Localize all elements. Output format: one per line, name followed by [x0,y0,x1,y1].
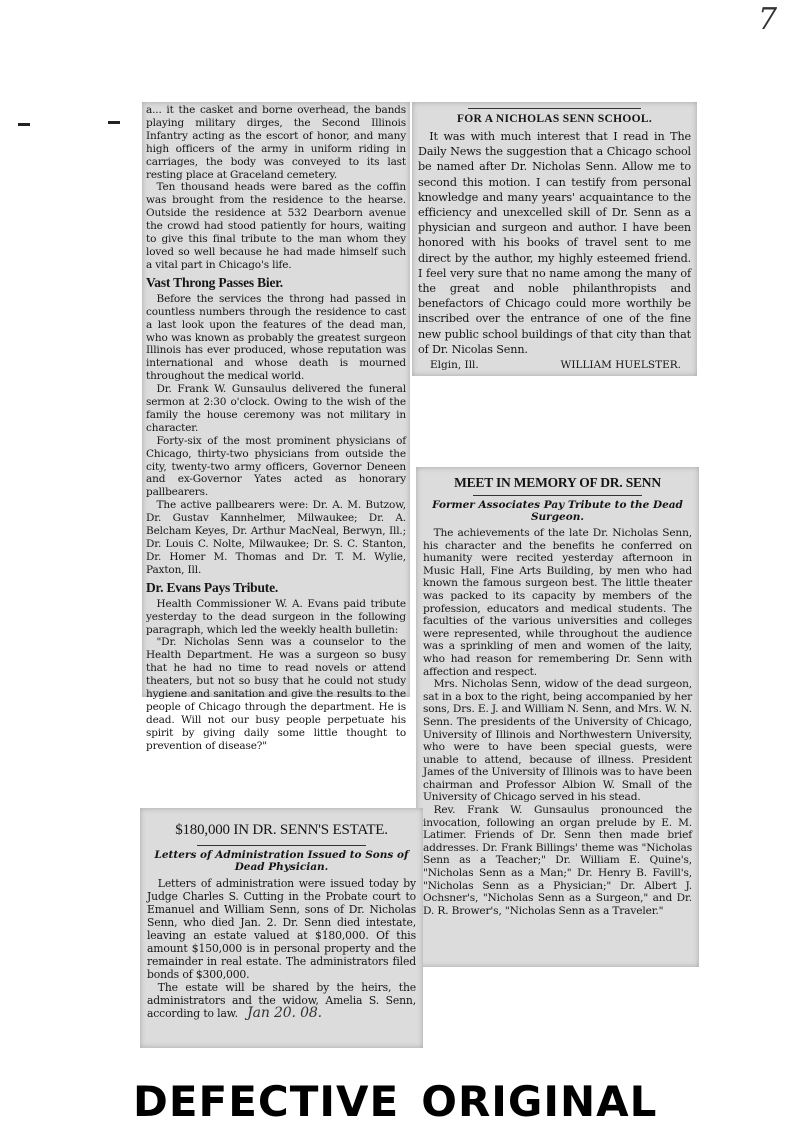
memory-headline: MEET IN MEMORY OF DR. SENN [454,475,661,490]
estate-paragraph: Letters of administration were issued today by Judge Charles S. Cutting in the Probate court to Emanuel and William Senn, sons of Dr. Nicholas Senn, who died Jan. 2. Dr. Senn died intestate, leaving an estate valued at $180,000. Of this amount $150,000 is in personal property and the remainder in real estate. The administrators filed bonds of $300,000. [147,877,416,981]
funeral-paragraph: Before the services the throng had passed in countless numbers through the residence to cast a last look upon the features of the dead man, who was known as probably the greatest surgeon Illinois has ever produced, whose reputation was international and whose death is mourned throughout the medical world. [146,292,406,383]
clipping-estate [140,808,423,1048]
clipping-school-letter [412,102,697,376]
letter-author: WILLIAM HUELSTER. [560,359,681,372]
funeral-paragraph: Forty-six of the most prominent physicians of Chicago, thirty-two physicians from outside the city, twenty-two army officers, Governor Deneen and ex-Governor Yates acted as honorary pallbearers. [146,434,406,499]
estate-closing-text: The estate will be shared by the heirs, the administrators and the widow, Amelia S. Senn, according to law. [147,981,416,1020]
defective-original-stamp [133,1074,663,1129]
headline-rule [473,495,642,496]
funeral-paragraph: "Dr. Nicholas Senn was a counselor to the Health Department. He was a surgeon so busy that he had no time to read novels or attend theaters, but not so busy that he could not study hygiene and sanitation and give the results to the people of Chicago through the department. He is dead. Will not our busy people perpetuate his spirit by giving daily some little thought to prevention of disease?" [146,636,406,752]
clipping-funeral [142,102,410,752]
memory-paragraph: The achievements of the late Dr. Nicholas Senn, his character and the benefits he conferred on humanity were recited yesterday afternoon in Music Hall, Fine Arts Building, by men who had known the famous surgeon best. The little theater was packed to its capacity by members of the profession, educators and medical students. The faculties of the various universities and colleges were represented, while throughout the audience was a sprinkling of men and women of the laity, who had reason for remembering Dr. Senn with affection and respect. [423,527,692,678]
funeral-paragraph: The active pallbearers were: Dr. A. M. Butzow, Dr. Gustav Kannhelmer, Milwaukee; Dr. A. Belcham Keyes, Dr. Arthur MacNeal, Berwyn, Ill.; Dr. Louis C. Nolte, Milwaukee; Dr. S. C. Stanton, Dr. Homer M. Thomas and Dr. T. M. Wylie, Paxton, Ill. [146,499,406,576]
estate-paragraph [147,981,416,1020]
memory-paragraph: Rev. Frank W. Gunsaulus pronounced the invocation, following an organ prelude by E. M. Latimer. Friends of Dr. Senn then made brief addresses. Dr. Frank Billings' theme was "Nicholas Senn as a Teacher;" Dr. William E. Quine's, "Nicholas Senn as a Man;" Dr. Henry B. Favill's, "Nicholas Senn as a Physician;" Dr. Albert J. Ochsner's, "Nicholas Senn as a Surgeon," and Dr. D. R. Brower's, "Nicholas Senn as a Traveler." [423,804,692,917]
headline-rule [197,845,366,846]
section-heading: Dr. Evans Pays Tribute. [146,579,279,595]
stamp-word: ORIGINAL [421,1077,658,1126]
school-signoff [418,359,691,372]
handwritten-date: Jan 20. 08. [247,1005,322,1021]
memory-subhead: Former Associates Pay Tribute to the Dead Surgeon. [432,499,683,523]
funeral-paragraph: a... it the casket and borne overhead, the bands playing military dirges, the Second Illinois Infantry acting as the escort of honor, and many high officers of the army in uniform riding in carriages, the body was conveyed to its last resting place at Graceland cemetery. [146,104,406,181]
stamp-word: DEFECTIVE [133,1077,400,1126]
funeral-paragraph: Dr. Frank W. Gunsaulus delivered the funeral sermon at 2:30 o'clock. Owing to the wish of the family the house ceremony was not military in character. [146,383,406,434]
section-heading: Vast Throng Passes Bier. [146,274,283,290]
clipping-memorial-meeting [416,467,699,967]
memory-paragraph: Mrs. Nicholas Senn, widow of the dead surgeon, sat in a box to the right, being accompanied by her sons, Drs. E. J. and William N. Senn, and Mrs. W. N. Senn. The presidents of the University of Chicago, University of Illinois and Northwestern University, who were to have been special guests, were unable to attend, because of illness. President James of the University of Illinois was to have been chairman and Professor Albion W. Small of the University of Chicago served in his stead. [423,678,692,804]
headline-rule [468,108,641,109]
funeral-paragraph: Health Commissioner W. A. Evans paid tribute yesterday to the dead surgeon in the following paragraph, which led the weekly health bulletin: [146,597,406,636]
page-number: 7 [758,2,778,37]
estate-subhead: Letters of Administration Issued to Sons of Dead Physician. [154,849,409,873]
funeral-paragraph: Ten thousand heads were bared as the coffin was brought from the residence to the hearse. Outside the residence at 532 Dearborn avenue the crowd had stood patiently for hours, waiting to give this final tribute to the man whom they loved so well because he had made himself such a vital part in Chicago's life. [146,181,406,271]
scan-mark-left [18,123,30,126]
letter-place: Elgin, Ill. [430,359,479,372]
school-headline: FOR A NICHOLAS SENN SCHOOL. [456,113,652,125]
estate-headline: $180,000 IN DR. SENN'S ESTATE. [175,822,388,838]
scan-mark-left-2 [108,121,120,124]
school-body: It was with much interest that I read in The Daily News the suggestion that a Chicago school be named after Dr. Nicholas Senn. Allow me to second this motion. I can testify from personal knowledge and many years' acquaintance to the efficiency and unexcelled skill of Dr. Senn as a physician and surgeon and author. I have been honored with his books of travel sent to me direct by the author, my highly esteemed friend. I feel very sure that no name among the many of the great and noble philanthropists and benefactors of Chicago could more worthily be inscribed over the entrance of one of the fine new public school buildings of that city than that of Dr. Nicolas Senn. [418,130,691,356]
